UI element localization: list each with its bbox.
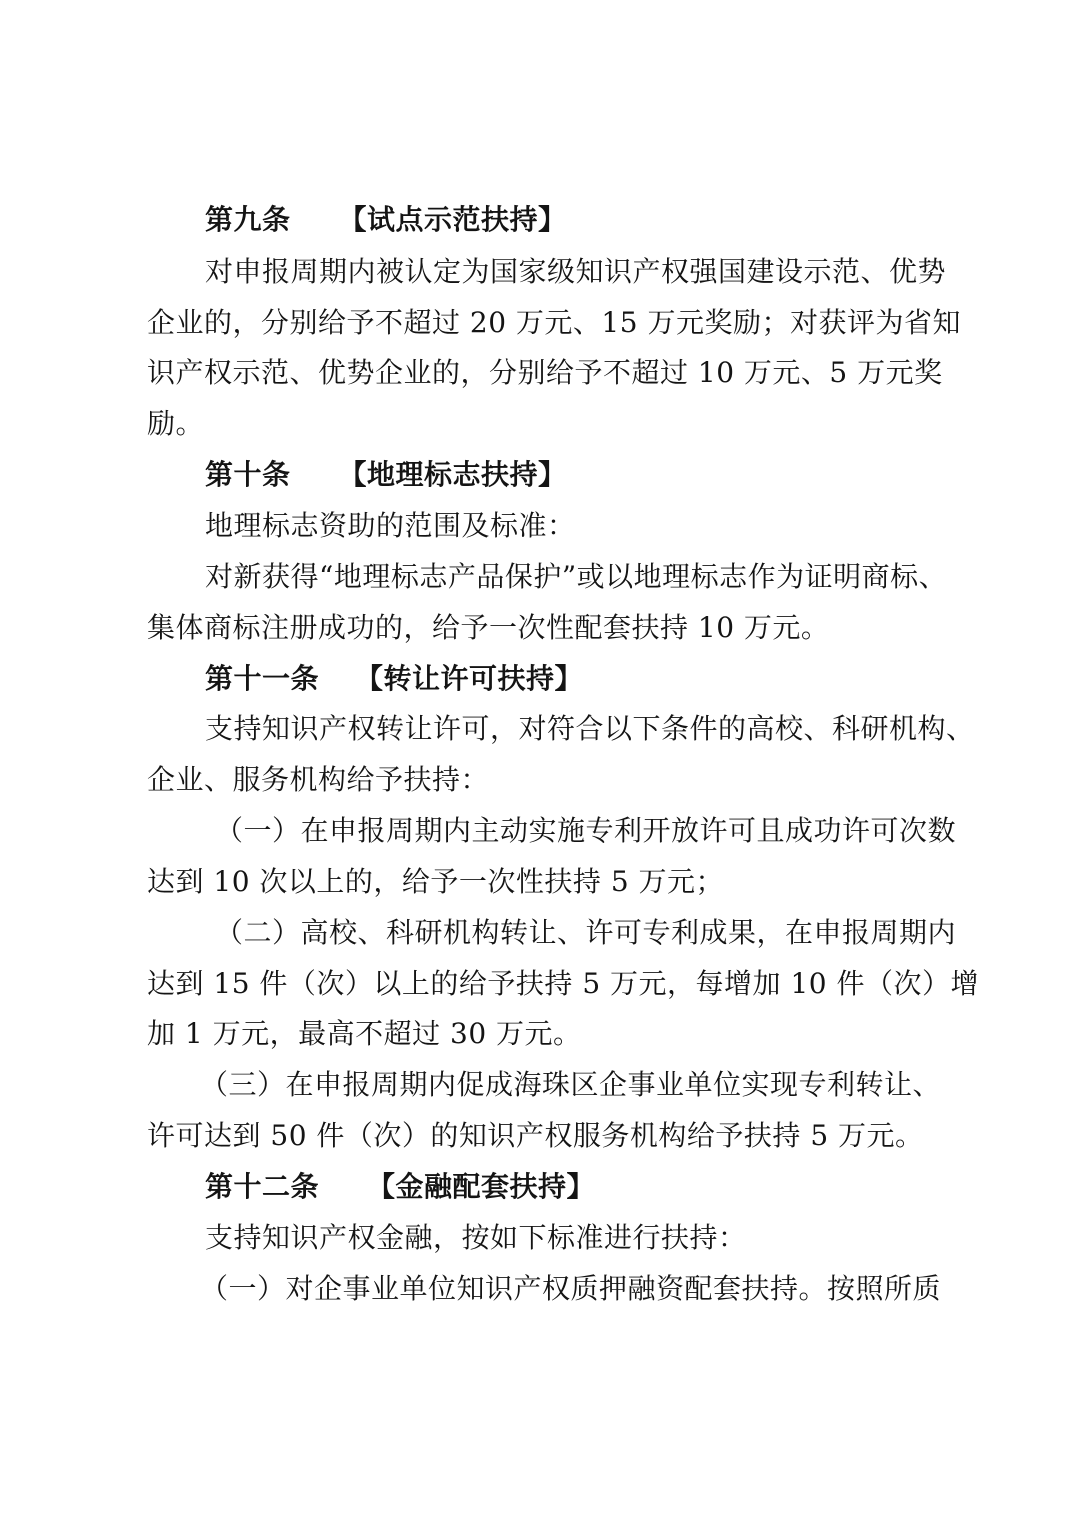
article-12-heading (0, 1167, 1080, 1207)
article-12-line-1: 支持知识产权金融，按如下标准进行扶持： (205, 1221, 747, 1254)
article-10-heading (0, 455, 1080, 495)
article-11-line-8: （三）在申报周期内促成海珠区企事业单位实现专利转让、 (200, 1068, 942, 1101)
article-11-line-6: 达到 15 件（次）以上的给予扶持 5 万元，每增加 10 件（次）增 (147, 967, 979, 1000)
article-11-line-7: 加 1 万元，最高不超过 30 万元。 (147, 1017, 582, 1050)
article-10-line-3: 集体商标注册成功的，给予一次性配套扶持 10 万元。 (147, 611, 830, 644)
article-9-line-1: 对申报周期内被认定为国家级知识产权强国建设示范、优势 (205, 255, 947, 288)
article-9-heading (0, 200, 1080, 240)
article-10-line-2: 对新获得“地理标志产品保护”或以地理标志作为证明商标、 (205, 560, 948, 593)
article-12-number: 第十二条 (205, 1170, 320, 1203)
article-11-line-4: 达到 10 次以上的，给予一次性扶持 5 万元； (147, 865, 725, 898)
article-11-line-2: 企业、服务机构给予扶持： (147, 763, 490, 796)
article-12-line-2: （一）对企事业单位知识产权质押融资配套扶持。按照所质 (200, 1272, 942, 1305)
article-11-number: 第十一条 (205, 662, 320, 695)
article-11-line-9: 许可达到 50 件（次）的知识产权服务机构给予扶持 5 万元。 (147, 1119, 924, 1152)
article-12-title: 【金融配套扶持】 (367, 1170, 596, 1203)
article-9-line-3: 识产权示范、优势企业的，分别给予不超过 10 万元、5 万元奖 (147, 356, 943, 389)
article-9-line-2: 企业的，分别给予不超过 20 万元、15 万元奖励；对获评为省知 (147, 306, 961, 339)
article-10-number: 第十条 (205, 458, 291, 491)
article-11-line-3: （一）在申报周期内主动实施专利开放许可且成功许可次数 (215, 814, 957, 847)
article-9-line-4: 励。 (147, 407, 205, 440)
article-10-title: 【地理标志扶持】 (338, 458, 567, 491)
article-11-heading (0, 659, 1080, 699)
article-11-line-5: （二）高校、科研机构转让、许可专利成果，在申报周期内 (215, 916, 957, 949)
article-11-title: 【转让许可扶持】 (355, 662, 584, 695)
article-11-line-1: 支持知识产权转让许可，对符合以下条件的高校、科研机构、 (205, 712, 975, 745)
article-9-number: 第九条 (205, 203, 291, 236)
article-9-title: 【试点示范扶持】 (338, 203, 567, 236)
article-10-line-1: 地理标志资助的范围及标准： (205, 509, 576, 542)
